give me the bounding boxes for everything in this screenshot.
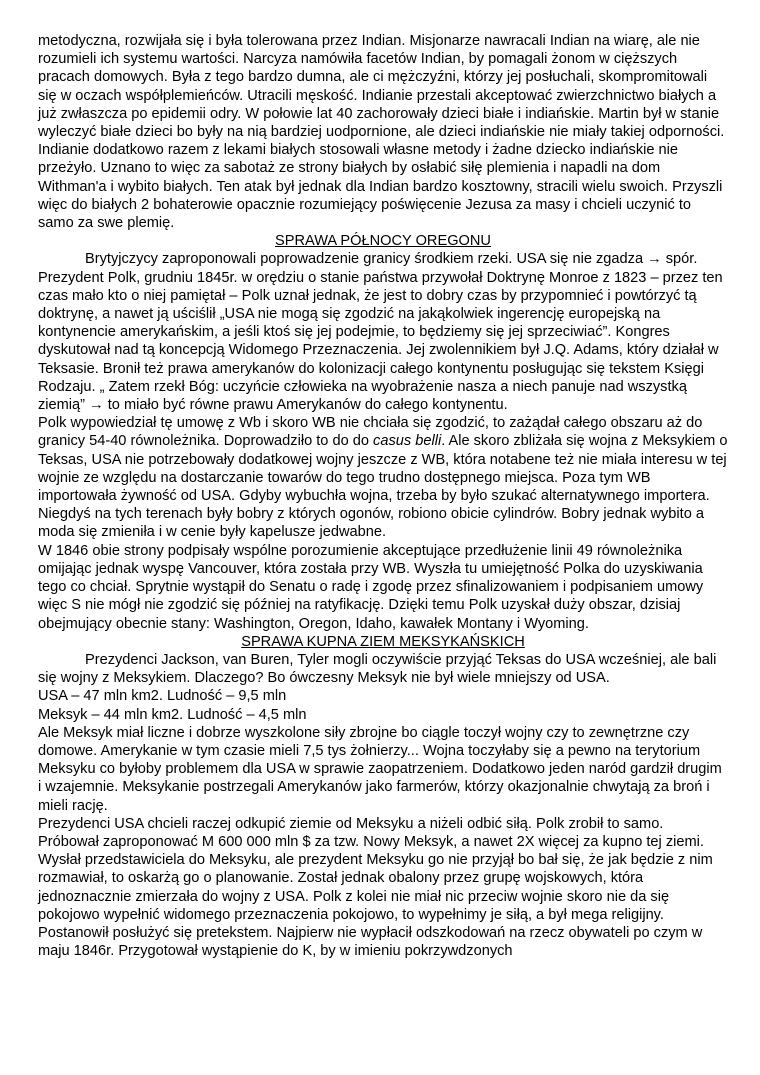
oregon-paragraph-2 — [38, 414, 728, 505]
casus-belli-term: casus belli — [373, 433, 442, 450]
document-page — [38, 32, 728, 960]
oregon-paragraph-1: Brytyjczycy zaproponowali poprowadzenie granicy środkiem rzeki. USA się nie zgadza → spór. Prezydent Polk, grudniu 1845r. w orędziu o stanie państwa przywołał Doktrynę Monroe z 1823 – przez ten czas mało kto o niej pamiętał – Polk uznał jednak, że jest to dobry czas by przypomnieć i powtórzyć tą doktrynę, a nawet ją uściślił „USA nie mogą się zgodzić na jakąkolwiek ingerencję europejską na kontynencie amerykańskim, a jeśli ktoś się jej podejmie, to będziemy się jej sprzeciwiać”. Kongres dyskutował nad tą koncepcją Widomego Przeznaczenia. Jej zwolennikiem był J.Q. Adams, który działał w Teksasie. Bronił też prawa amerykanów do kolonizacji całego kontynentu posługując się tekstem Księgi Rodzaju. „ Zatem rzekł Bóg: uczyńcie człowieka na wyobrażenie nasza a niech panuje nad wszystką ziemią” → to miało być równe prawu Amerykanów do całego kontynentu. — [38, 251, 723, 414]
mexico-paragraph-2: Ale Meksyk miał liczne i dobrze wyszkolone siły zbrojne bo ciągle toczył wojny czy to zewnętrzne czy domowe. Amerykanie w tym czasie mieli 7,5 tys żołnierzy... Wojna toczyłaby się a pewno na terytorium Meksyku co byłoby problemem dla USA w sprawie zaopatrzeniem. Dodatkowo jeden naród gardził drugim i wzajemnie. Meksykanie postrzegali Amerykanów jako farmerów, którzy okazjonalnie chwytają za broń i mieli rację. — [38, 724, 722, 814]
mexico-paragraph-1: Prezydenci Jackson, van Buren, Tyler mogli oczywiście przyjąć Teksas do USA wcześniej, ale bali się wojny z Meksykiem. Dlaczego? Bo ówczesny Meksyk nie był wiele mniejszy od USA. — [38, 651, 717, 687]
oregon-paragraph-4: W 1846 obie strony podpisały wspólne porozumienie akceptujące przedłużenie linii 49 równoleżnika omijając jednak wyspę Vancouver, która została przy WB. Wyszła tu umiejętność Polka do uzyskiwania tego co chciał. Sprytnie wystąpił do Senatu o radę i zgodę przez sfinalizowaniem i podpisaniem umowy więc S nie mógł nie zgodzić się później na ratyfikację. Dzięki temu Polk uzyskał duży obszar, dzisiaj obejmujący obecnie stany: Washington, Oregon, Idaho, kawałek Montany i Wyoming. — [38, 542, 704, 632]
usa-statistics: USA – 47 mln km2. Ludność – 9,5 mln — [38, 688, 287, 705]
mexico-paragraph-3: Prezydenci USA chcieli raczej odkupić ziemie od Meksyku a niżeli odbić siłą. Polk zrobił to samo. Próbował zaproponować M 600 000 mln $ za tzw. Nowy Meksyk, a nawet 2X więcej za kupno tej ziemi. Wysłał przedstawiciela do Meksyku, ale prezydent Meksyku go nie przyjął bo bał się, że jak będzie z nim rozmawiał, to oskarżą go o planowanie. Został jednak obalony przez grupę wojskowych, która jednoznacznie zmierzała do wojny z USA. Polk z kolei nie miał nic przeciw wojnie skoro nie da się pokojowo wypełnić widomego przeznaczenia pokojowo, to wypełnimy je siłą, a był mega religijny. Postanowił posłużyć się pretekstem. Najpierw nie wypłacił odszkodowań na rzecz obywateli po czym w maju 1846r. Przygotował wystąpienie do K, by w imieniu pokrzywdzonych — [38, 815, 713, 960]
intro-paragraph: metodyczna, rozwijała się i była tolerowana przez Indian. Misjonarze nawracali Indian na wiarę, ale nie rozumieli ich systemu wartości. Narcyza namówiła facetów Indian, by pomagali żonom w cięższych pracach domowych. Była z tego bardzo dumna, ale ci mężczyźni, którzy jej posłuchali, skompromitowali się w oczach współplemieńców. Utracili męskość. Indianie przestali akceptować zwierzchnictwo białych a już zwłaszcza po epidemii odry. W połowie lat 40 zachorowały dzieci białe i indiańskie. Martin był w stanie wyleczyć białe dzieci bo były na nią bardziej uodpornione, ale dzieci indiańskie nie miały takiej odporności. Indianie dodatkowo razem z lekami białych stosowali własne metody i żadne dziecko indiańskie nie przeżyło. Uznano to więc za sabotaż ze strony białych by osłabić siłę plemienia i napadli na dom Withman'a i wybito białych. Ten atak był jednak dla Indian bardzo kosztowny, stracili wielu swoich. Przyszli więc do białych 2 bohaterowie opacznie rozumiejący poświęcenie Jezusa za masy i chcieli uczynić to samo za swe plemię. — [38, 33, 725, 232]
section-heading-mexico: SPRAWA KUPNA ZIEM MEKSYKAŃSKICH — [241, 633, 525, 650]
section-heading-oregon: SPRAWA PÓŁNOCY OREGONU — [275, 233, 491, 250]
oregon-paragraph-2-start: Polk wypowiedział tę umowę z Wb i skoro WB nie chciała się zgodzić, to zażądał całego obszaru aż do granicy 54-40 równoleżnika. Doprowadziło to do do — [38, 415, 703, 450]
oregon-paragraph-2-end: . Ale skoro zbliżała się wojna z Meksykiem o Teksas, USA nie potrzebowały dodatkowej wojny jeszcze z WB, która notabene też nie miała interesu w tej wojnie ze względu na dostarczanie towarów do tego trudno dostępnego miejsca. Poza tym WB importowała żywność od USA. Gdyby wybuchła wojna, trzeba by było szukać alternatywnego importera. — [38, 433, 728, 505]
mexico-statistics: Meksyk – 44 mln km2. Ludność – 4,5 mln — [38, 706, 307, 723]
oregon-paragraph-3: Niegdyś na tych terenach były bobry z których ogonów, robiono obicie cylindrów. Bobry jednak wybito a moda się zmieniła i w cenie były kapelusze jedwabne. — [38, 506, 704, 541]
